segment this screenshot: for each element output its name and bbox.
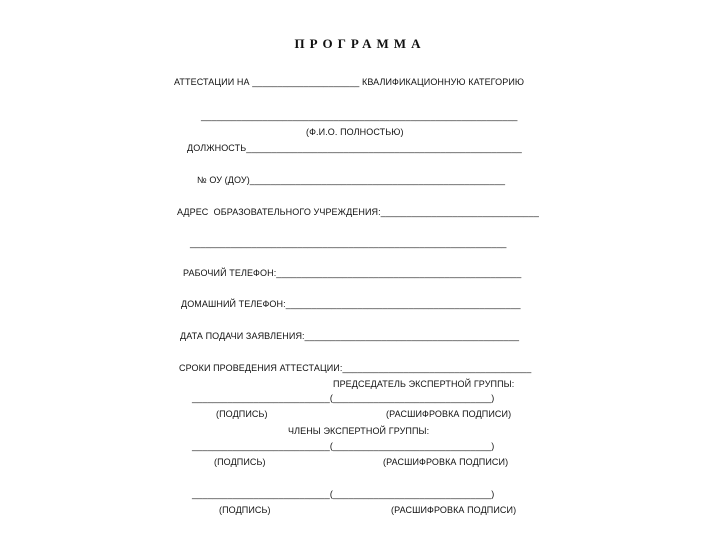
home-phone-line: ДОМАШНИЙ ТЕЛЕФОН:______________________________________________ <box>181 299 521 309</box>
position-line: ДОЛЖНОСТЬ______________________________________________________ <box>187 143 522 153</box>
members-heading: ЧЛЕНЫ ЭКСПЕРТНОЙ ГРУППЫ: <box>288 426 430 436</box>
document-title: ПРОГРАММА <box>294 36 426 51</box>
chairman-signature-line: ___________________________(_______________________________) <box>192 393 495 403</box>
fio-caption: (Ф.И.О. ПОЛНОСТЬЮ) <box>306 127 404 137</box>
member1-signature-caption: (ПОДПИСЬ) <box>214 457 266 467</box>
institution-address-line: АДРЕС ОБРАЗОВАТЕЛЬНОГО УЧРЕЖДЕНИЯ:_______________________________ <box>177 207 539 217</box>
school-number-line: № ОУ (ДОУ)__________________________________________________ <box>197 175 506 185</box>
member1-decoding-caption: (РАСШИФРОВКА ПОДПИСИ) <box>383 457 509 467</box>
fio-blank-line: ______________________________________________________________ <box>201 111 518 121</box>
attestation-category-line: АТТЕСТАЦИИ НА _____________________ КВАЛИФИКАЦИОННУЮ КАТЕГОРИЮ <box>174 77 525 87</box>
member2-signature-line: ___________________________(_______________________________) <box>192 489 495 499</box>
chairman-signature-caption: (ПОДПИСЬ) <box>216 409 268 419</box>
chairman-heading: ПРЕДСЕДАТЕЛЬ ЭКСПЕРТНОЙ ГРУППЫ: <box>333 379 515 389</box>
member2-decoding-caption: (РАСШИФРОВКА ПОДПИСИ) <box>391 505 517 515</box>
application-date-line: ДАТА ПОДАЧИ ЗАЯВЛЕНИЯ:__________________________________________ <box>180 331 520 341</box>
attestation-dates-line: СРОКИ ПРОВЕДЕНИЯ АТТЕСТАЦИИ:_____________________________________ <box>179 363 532 373</box>
member2-signature-caption: (ПОДПИСЬ) <box>219 505 271 515</box>
member1-signature-line: ___________________________(_______________________________) <box>192 441 495 451</box>
institution-address-blank-line: ______________________________________________________________ <box>190 238 507 248</box>
chairman-decoding-caption: (РАСШИФРОВКА ПОДПИСИ) <box>386 409 512 419</box>
work-phone-line: РАБОЧИЙ ТЕЛЕФОН:________________________________________________ <box>183 268 522 278</box>
